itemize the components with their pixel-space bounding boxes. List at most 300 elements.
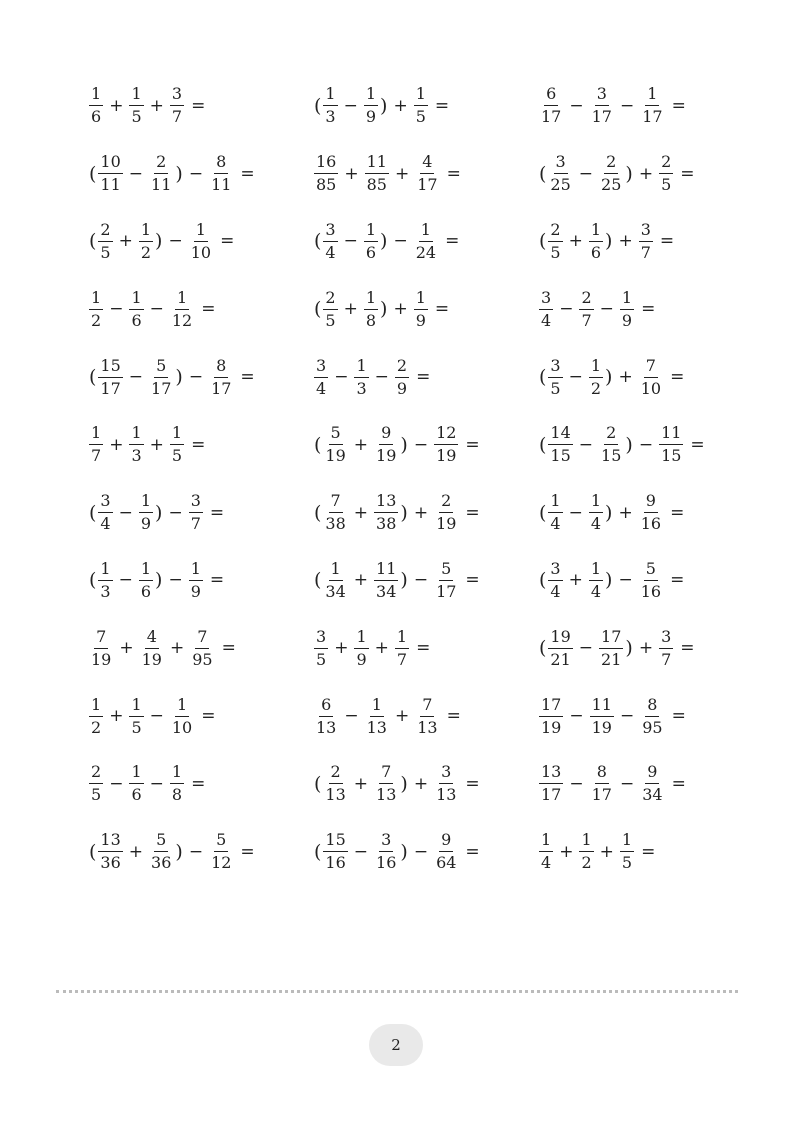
denominator: 24: [415, 242, 437, 262]
equals-sign: =: [446, 706, 461, 727]
fraction: [209, 154, 233, 193]
numerator: 2: [329, 764, 343, 784]
numerator: 5: [214, 832, 228, 852]
numerator: 1: [89, 697, 103, 717]
numerator: 7: [329, 493, 343, 513]
denominator: 17: [211, 378, 232, 398]
fraction: [364, 86, 378, 125]
operator: −: [413, 570, 429, 591]
numerator: 17: [539, 697, 563, 717]
fraction: [640, 694, 664, 737]
operator: +: [638, 638, 654, 659]
operator: +: [109, 95, 124, 116]
numerator: 14: [548, 425, 572, 445]
equals-sign: =: [221, 638, 236, 659]
denominator: 36: [100, 853, 121, 873]
numerator: 3: [379, 832, 393, 852]
fraction: [170, 764, 184, 803]
operator: −: [578, 434, 594, 455]
fraction-problem: [538, 72, 738, 140]
problem-grid: [88, 72, 738, 886]
fraction: [323, 425, 347, 464]
fraction: [149, 832, 173, 871]
fraction-problem: [88, 750, 313, 818]
denominator: 6: [365, 242, 377, 262]
numerator: 6: [544, 86, 558, 106]
denominator: 8: [171, 785, 183, 805]
fraction: [374, 832, 398, 871]
fraction: [129, 287, 143, 330]
operator: −: [168, 502, 183, 523]
denominator: 6: [131, 785, 142, 805]
fraction: [365, 154, 389, 193]
numerator: 15: [98, 358, 122, 378]
denominator: 17: [642, 107, 663, 127]
numerator: 1: [414, 290, 428, 310]
denominator: 5: [661, 175, 672, 195]
open-paren: (: [539, 230, 547, 253]
fraction: [395, 626, 409, 669]
numerator: 1: [175, 290, 189, 310]
fraction-problem: [313, 818, 538, 886]
numerator: 1: [414, 86, 428, 106]
denominator: 2: [581, 853, 592, 873]
numerator: 13: [539, 764, 563, 784]
denominator: 7: [640, 242, 651, 262]
fraction-problem: [88, 411, 313, 479]
fraction: [323, 287, 337, 330]
equals-sign: =: [191, 434, 206, 455]
denominator: 4: [550, 581, 561, 601]
close-paren: ): [400, 569, 408, 592]
denominator: 64: [436, 853, 457, 873]
equals-sign: =: [191, 773, 206, 794]
fraction-problem: [538, 818, 738, 886]
numerator: 1: [354, 358, 368, 378]
fraction: [579, 832, 593, 871]
fraction: [659, 154, 673, 193]
fraction: [589, 558, 603, 601]
equals-sign: =: [201, 706, 216, 727]
numerator: 8: [595, 764, 609, 784]
numerator: 3: [639, 222, 653, 242]
numerator: 1: [329, 561, 343, 581]
denominator: 95: [192, 649, 213, 669]
close-paren: ): [155, 230, 163, 253]
numerator: 16: [314, 154, 338, 174]
denominator: 17: [591, 107, 612, 127]
denominator: 7: [661, 649, 672, 669]
fraction: [639, 219, 653, 262]
open-paren: (: [314, 840, 322, 863]
operator: −: [569, 95, 584, 116]
equals-sign: =: [671, 95, 686, 116]
open-paren: (: [314, 772, 322, 795]
denominator: 16: [325, 853, 346, 873]
operator: +: [334, 638, 349, 659]
numerator: 7: [379, 764, 393, 784]
equals-sign: =: [465, 502, 480, 523]
numerator: 1: [589, 222, 603, 242]
fraction-problem: [538, 547, 738, 615]
operator: −: [568, 502, 583, 523]
open-paren: (: [539, 501, 547, 524]
fraction: [365, 694, 389, 737]
close-paren: ): [400, 840, 408, 863]
denominator: 13: [325, 785, 346, 805]
denominator: 5: [91, 785, 102, 805]
operator: −: [353, 841, 369, 862]
denominator: 7: [396, 649, 408, 669]
denominator: 16: [640, 514, 662, 534]
denominator: 16: [376, 853, 397, 873]
operator: +: [618, 502, 633, 523]
operator: +: [149, 95, 164, 116]
denominator: 2: [590, 378, 602, 398]
numerator: 3: [323, 222, 337, 242]
fraction: [434, 558, 458, 601]
equals-sign: =: [670, 570, 685, 591]
fraction-problem: [538, 343, 738, 411]
fraction: [314, 355, 328, 398]
equals-sign: =: [670, 367, 685, 388]
operator: +: [599, 841, 614, 862]
fraction: [639, 558, 663, 601]
denominator: 8: [365, 310, 377, 330]
denominator: 5: [171, 446, 183, 466]
fraction-problem: [88, 140, 313, 208]
denominator: 19: [541, 717, 562, 737]
denominator: 15: [550, 446, 571, 466]
numerator: 9: [644, 493, 658, 513]
denominator: 9: [190, 581, 201, 601]
open-paren: (: [539, 366, 547, 389]
operator: −: [118, 502, 133, 523]
denominator: 5: [316, 649, 327, 669]
operator: −: [619, 773, 635, 794]
fraction: [364, 287, 378, 330]
denominator: 5: [100, 242, 111, 262]
numerator: 5: [154, 832, 168, 852]
equals-sign: =: [434, 299, 450, 320]
close-paren: ): [380, 230, 388, 253]
operator: +: [568, 231, 583, 252]
fraction-problem: [538, 411, 738, 479]
operator: −: [168, 231, 183, 252]
fraction: [539, 287, 553, 330]
denominator: 2: [91, 717, 102, 737]
denominator: 9: [365, 107, 377, 127]
operator: −: [168, 570, 183, 591]
denominator: 12: [211, 853, 232, 873]
fraction: [589, 493, 603, 532]
numerator: 17: [599, 629, 623, 649]
fraction: [190, 626, 214, 669]
numerator: 11: [659, 425, 683, 445]
denominator: 10: [640, 378, 662, 398]
numerator: 2: [323, 290, 337, 310]
operator: +: [353, 773, 369, 794]
denominator: 17: [417, 175, 438, 195]
fraction-problem: [313, 140, 538, 208]
denominator: 36: [151, 853, 172, 873]
dotted-divider: [56, 990, 738, 993]
equals-sign: =: [191, 95, 206, 116]
equals-sign: =: [680, 638, 695, 659]
numerator: 1: [170, 764, 184, 784]
numerator: 7: [644, 358, 658, 378]
close-paren: ): [625, 162, 633, 185]
fraction: [98, 558, 112, 601]
operator: −: [149, 773, 164, 794]
numerator: 1: [589, 493, 603, 513]
close-paren: ): [175, 162, 183, 185]
close-paren: ): [605, 569, 613, 592]
denominator: 4: [541, 310, 552, 330]
fraction: [89, 86, 103, 125]
open-paren: (: [314, 569, 322, 592]
fraction: [374, 493, 398, 532]
fraction: [640, 764, 664, 803]
open-paren: (: [539, 569, 547, 592]
fraction-problem: [538, 479, 738, 547]
fraction: [639, 355, 663, 398]
numerator: 3: [314, 629, 328, 649]
numerator: 2: [604, 154, 618, 174]
fraction: [548, 154, 572, 193]
equals-sign: =: [680, 163, 695, 184]
open-paren: (: [539, 637, 547, 660]
open-paren: (: [314, 501, 322, 524]
close-paren: ): [605, 501, 613, 524]
numerator: 2: [98, 222, 112, 242]
fraction: [149, 154, 173, 193]
fraction: [659, 425, 683, 464]
fraction: [548, 219, 562, 262]
denominator: 17: [591, 785, 612, 805]
numerator: 2: [439, 493, 453, 513]
equals-sign: =: [465, 570, 480, 591]
fraction: [415, 694, 439, 737]
fraction-problem: [538, 208, 738, 276]
operator: −: [188, 367, 204, 388]
equals-sign: =: [641, 841, 656, 862]
fraction: [129, 86, 143, 125]
numerator: 9: [379, 425, 393, 445]
denominator: 19: [591, 717, 612, 737]
operator: −: [188, 163, 204, 184]
close-paren: ): [605, 366, 613, 389]
equals-sign: =: [220, 231, 235, 252]
fraction: [139, 558, 153, 601]
numerator: 1: [170, 425, 184, 445]
denominator: 13: [366, 717, 387, 737]
fraction-problem: [313, 614, 538, 682]
denominator: 85: [316, 175, 337, 195]
denominator: 13: [417, 717, 438, 737]
numerator: 13: [374, 493, 398, 513]
fraction: [414, 86, 428, 125]
fraction: [659, 626, 673, 669]
open-paren: (: [314, 298, 322, 321]
denominator: 19: [436, 446, 457, 466]
numerator: 4: [420, 154, 434, 174]
numerator: 5: [329, 425, 343, 445]
fraction: [189, 219, 213, 262]
fraction: [209, 355, 233, 398]
fraction-problem: [313, 72, 538, 140]
numerator: 1: [139, 561, 153, 581]
fraction: [323, 219, 337, 262]
fraction: [170, 425, 184, 464]
fraction: [620, 832, 634, 871]
numerator: 5: [439, 561, 453, 581]
numerator: 8: [645, 697, 659, 717]
fraction: [548, 425, 572, 464]
fraction: [323, 764, 347, 803]
operator: +: [353, 570, 369, 591]
operator: −: [568, 367, 583, 388]
operator: −: [343, 95, 358, 116]
fraction: [139, 493, 153, 532]
denominator: 3: [131, 446, 142, 466]
numerator: 13: [98, 832, 122, 852]
denominator: 19: [376, 446, 397, 466]
fraction-problem: [88, 208, 313, 276]
equals-sign: =: [671, 706, 686, 727]
fraction: [170, 287, 194, 330]
equals-sign: =: [240, 841, 255, 862]
fraction: [140, 626, 164, 669]
fraction: [434, 832, 458, 871]
fraction: [323, 493, 347, 532]
operator: +: [344, 163, 359, 184]
fraction: [589, 219, 603, 262]
operator: +: [353, 434, 369, 455]
fraction-problem: [313, 479, 538, 547]
numerator: 4: [145, 629, 159, 649]
equals-sign: =: [416, 367, 431, 388]
denominator: 3: [325, 107, 336, 127]
numerator: 3: [659, 629, 673, 649]
fraction-problem: [538, 750, 738, 818]
numerator: 7: [420, 697, 434, 717]
denominator: 19: [436, 514, 457, 534]
numerator: 1: [129, 86, 143, 106]
numerator: 19: [548, 629, 572, 649]
numerator: 15: [323, 832, 347, 852]
fraction: [323, 86, 337, 125]
fraction: [415, 154, 439, 193]
denominator: 13: [436, 785, 457, 805]
fraction: [314, 154, 338, 193]
fraction: [590, 694, 614, 737]
numerator: 1: [354, 629, 368, 649]
numerator: 1: [189, 561, 203, 581]
open-paren: (: [314, 433, 322, 456]
fraction: [314, 626, 328, 669]
denominator: 9: [356, 649, 367, 669]
numerator: 3: [548, 358, 562, 378]
denominator: 15: [601, 446, 622, 466]
numerator: 10: [98, 154, 122, 174]
equals-sign: =: [240, 163, 255, 184]
fraction: [539, 764, 563, 803]
operator: −: [149, 299, 164, 320]
numerator: 1: [370, 697, 384, 717]
operator: +: [374, 638, 389, 659]
equals-sign: =: [416, 638, 431, 659]
fraction-problem: [538, 614, 738, 682]
denominator: 10: [190, 242, 212, 262]
denominator: 5: [325, 310, 336, 330]
operator: −: [618, 570, 633, 591]
numerator: 7: [195, 629, 209, 649]
operator: −: [118, 570, 133, 591]
fraction: [589, 355, 603, 398]
fraction: [98, 154, 122, 193]
denominator: 4: [325, 242, 336, 262]
equals-sign: =: [465, 773, 480, 794]
denominator: 5: [550, 242, 561, 262]
fraction: [374, 425, 398, 464]
numerator: 8: [214, 358, 228, 378]
close-paren: ): [155, 569, 163, 592]
denominator: 17: [100, 378, 121, 398]
operator: +: [118, 231, 133, 252]
numerator: 12: [434, 425, 458, 445]
equals-sign: =: [671, 773, 686, 794]
numerator: 1: [620, 290, 634, 310]
fraction: [539, 86, 563, 125]
numerator: 1: [129, 764, 143, 784]
equals-sign: =: [465, 841, 480, 862]
operator: +: [618, 231, 633, 252]
fraction: [599, 154, 623, 193]
numerator: 3: [189, 493, 203, 513]
fraction-problem: [88, 614, 313, 682]
numerator: 5: [154, 358, 168, 378]
operator: −: [344, 706, 359, 727]
numerator: 1: [419, 222, 433, 242]
numerator: 8: [214, 154, 228, 174]
denominator: 9: [396, 378, 408, 398]
denominator: 21: [601, 649, 622, 669]
equals-sign: =: [240, 367, 255, 388]
close-paren: ): [175, 366, 183, 389]
fraction: [374, 764, 398, 803]
close-paren: ): [400, 501, 408, 524]
numerator: 1: [129, 290, 143, 310]
numerator: 1: [364, 290, 378, 310]
equals-sign: =: [434, 95, 450, 116]
numerator: 3: [98, 493, 112, 513]
denominator: 5: [621, 853, 633, 873]
operator: −: [619, 95, 635, 116]
open-paren: (: [89, 162, 97, 185]
denominator: 5: [415, 107, 426, 127]
fraction: [539, 694, 563, 737]
fraction: [590, 86, 614, 125]
numerator: 1: [539, 832, 553, 852]
open-paren: (: [89, 840, 97, 863]
denominator: 16: [640, 581, 662, 601]
denominator: 38: [325, 514, 346, 534]
operator: +: [394, 163, 410, 184]
fraction: [364, 219, 378, 262]
numerator: 1: [589, 358, 603, 378]
numerator: 3: [554, 154, 568, 174]
